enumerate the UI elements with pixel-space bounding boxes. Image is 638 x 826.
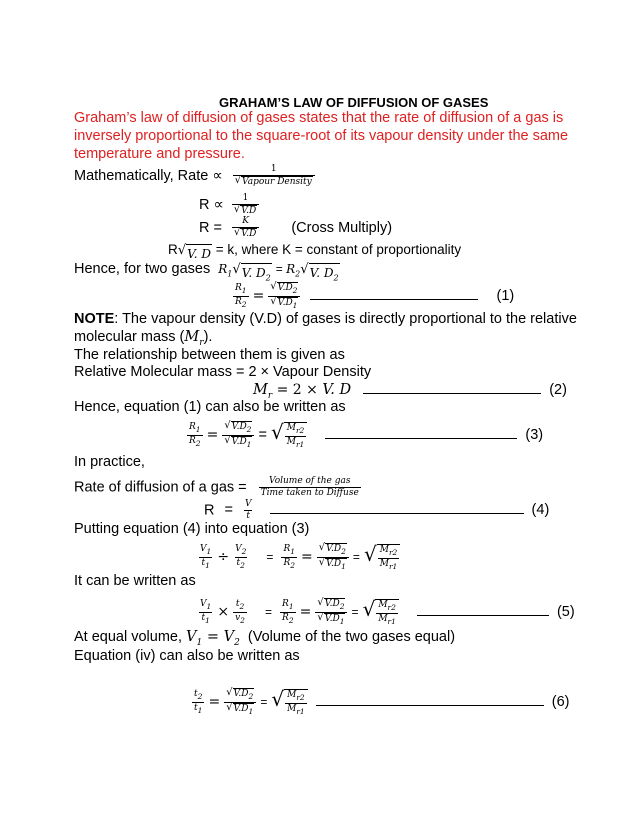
equation-2-number: (2) — [549, 382, 567, 398]
equation-6-line: $\frac{t_2}{t_1}$ = √ $V.D_2$ √ $V.D_1$ = √ $\frac{M_{r2}}{M_{r1}}$ (6) — [194, 687, 570, 716]
note-text-2: molecular mass ( — [74, 329, 185, 345]
hence-eq1-line: Hence, equation (1) can also be written as — [74, 399, 346, 415]
equal-volume-label: At equal volume, — [74, 629, 183, 645]
equal-volume-line: At equal volume, $V_1 = V_2$ (Volume of the two gases equal) — [74, 629, 456, 648]
substitution-line: $\frac{V_1}{t_1}$ ÷ $\frac{V_2}{t_2}$ = $\frac{R_1}{R_2}$ = √ $V.D_2$ √ $V.D_1$ = √ $\frac{M_{r2}}{M_{r1}}$ — [198, 543, 400, 572]
law-statement-line-3: temperature and pressure. — [74, 146, 245, 162]
vapour-density-label: Vapour Density — [242, 177, 312, 187]
r-equals-label: R = — [199, 219, 222, 236]
r-proportional-label: R ∝ — [199, 196, 224, 213]
equal-volume-note: (Volume of the two gases equal) — [247, 629, 456, 645]
equation-4-number: (4) — [531, 502, 550, 519]
k-definition-text: = k, where K = constant of proportionality — [215, 242, 462, 257]
note-line-1 — [74, 310, 577, 328]
equation-3-number: (3) — [525, 427, 544, 444]
equation-1-line: $\frac{R_1}{R_2}$ = √ $V.D_2$ √ $V.D_1$ (1) — [235, 281, 515, 310]
relationship-line: The relationship between them is given as — [74, 347, 345, 363]
mathematically-label: Mathematically, Rate ∝ — [74, 167, 223, 184]
two-gases-line: Hence, for two gases $R_1$ √ V. $D_2$ = $R_2$ √ V. $D_2$ — [74, 260, 340, 287]
two-gases-label: Hence, for two gases — [74, 261, 211, 277]
note-text: : The vapour density (V.D) of gases is directly proportional to the relative — [114, 311, 577, 327]
time-taken-label: Time taken to Diffuse — [260, 488, 359, 498]
rmm-line: Relative Molecular mass = 2 × Vapour Density — [74, 364, 372, 380]
cross-multiply-note: (Cross Multiply) — [291, 219, 393, 236]
k-definition-line: R √ V. D = k, where K = constant of proportionality — [168, 242, 462, 261]
r-proportional-line: R ∝ 1 √ V.D — [199, 193, 259, 217]
volume-of-gas-label: Volume of the gas — [269, 476, 351, 486]
written-as-line: It can be written as — [74, 573, 196, 589]
mathematically-line — [74, 164, 315, 188]
rate-definition-line — [74, 476, 361, 499]
page-title: GRAHAM’S LAW OF DIFFUSION OF GASES — [219, 95, 489, 110]
equation-5-line: $\frac{V_1}{t_1}$ × $\frac{t_2}{v_2}$ = $\frac{R_1}{R_2}$ = √ $V.D_2$ √ $V.D_1$ = √ $\frac{M_{r2}}{M_{r1}}$ (5) — [200, 597, 575, 626]
in-practice-line: In practice, — [74, 454, 145, 470]
rate-fraction: 1 √ Vapour Density — [233, 164, 315, 188]
equation-2-line: $M_r = 2 \times V$. D (2) — [253, 382, 567, 401]
equation-3-line: $\frac{R_1}{R_2}$ = √ $V.D_2$ √ $V.D_1$ = √ $\frac{M_{r2}}{M_{r1}}$ (3) — [189, 420, 544, 449]
law-statement-line-2: inversely proportional to the square-root of its vapour density under the same — [74, 128, 569, 144]
equation-1-number: (1) — [496, 288, 515, 305]
note-line-2: molecular mass $(M_r)$. — [74, 329, 213, 348]
note-label: NOTE — [74, 311, 115, 327]
putting-line: Putting equation (4) into equation (3) — [74, 521, 310, 537]
r-equals-line: R = K √ V.D (Cross Multiply) — [199, 216, 393, 239]
law-statement-line-1: Graham’s law of diffusion of gases states that the rate of diffusion of a gas is — [74, 110, 564, 126]
equation-6-number: (6) — [551, 694, 570, 711]
rate-definition-label: Rate of diffusion of a gas = — [74, 479, 247, 496]
equation-5-number: (5) — [556, 604, 575, 621]
eq-iv-line: Equation (iv) can also be written as — [74, 648, 300, 664]
equation-4-line: R = $\frac{V}{t}$ (4) — [204, 499, 550, 521]
